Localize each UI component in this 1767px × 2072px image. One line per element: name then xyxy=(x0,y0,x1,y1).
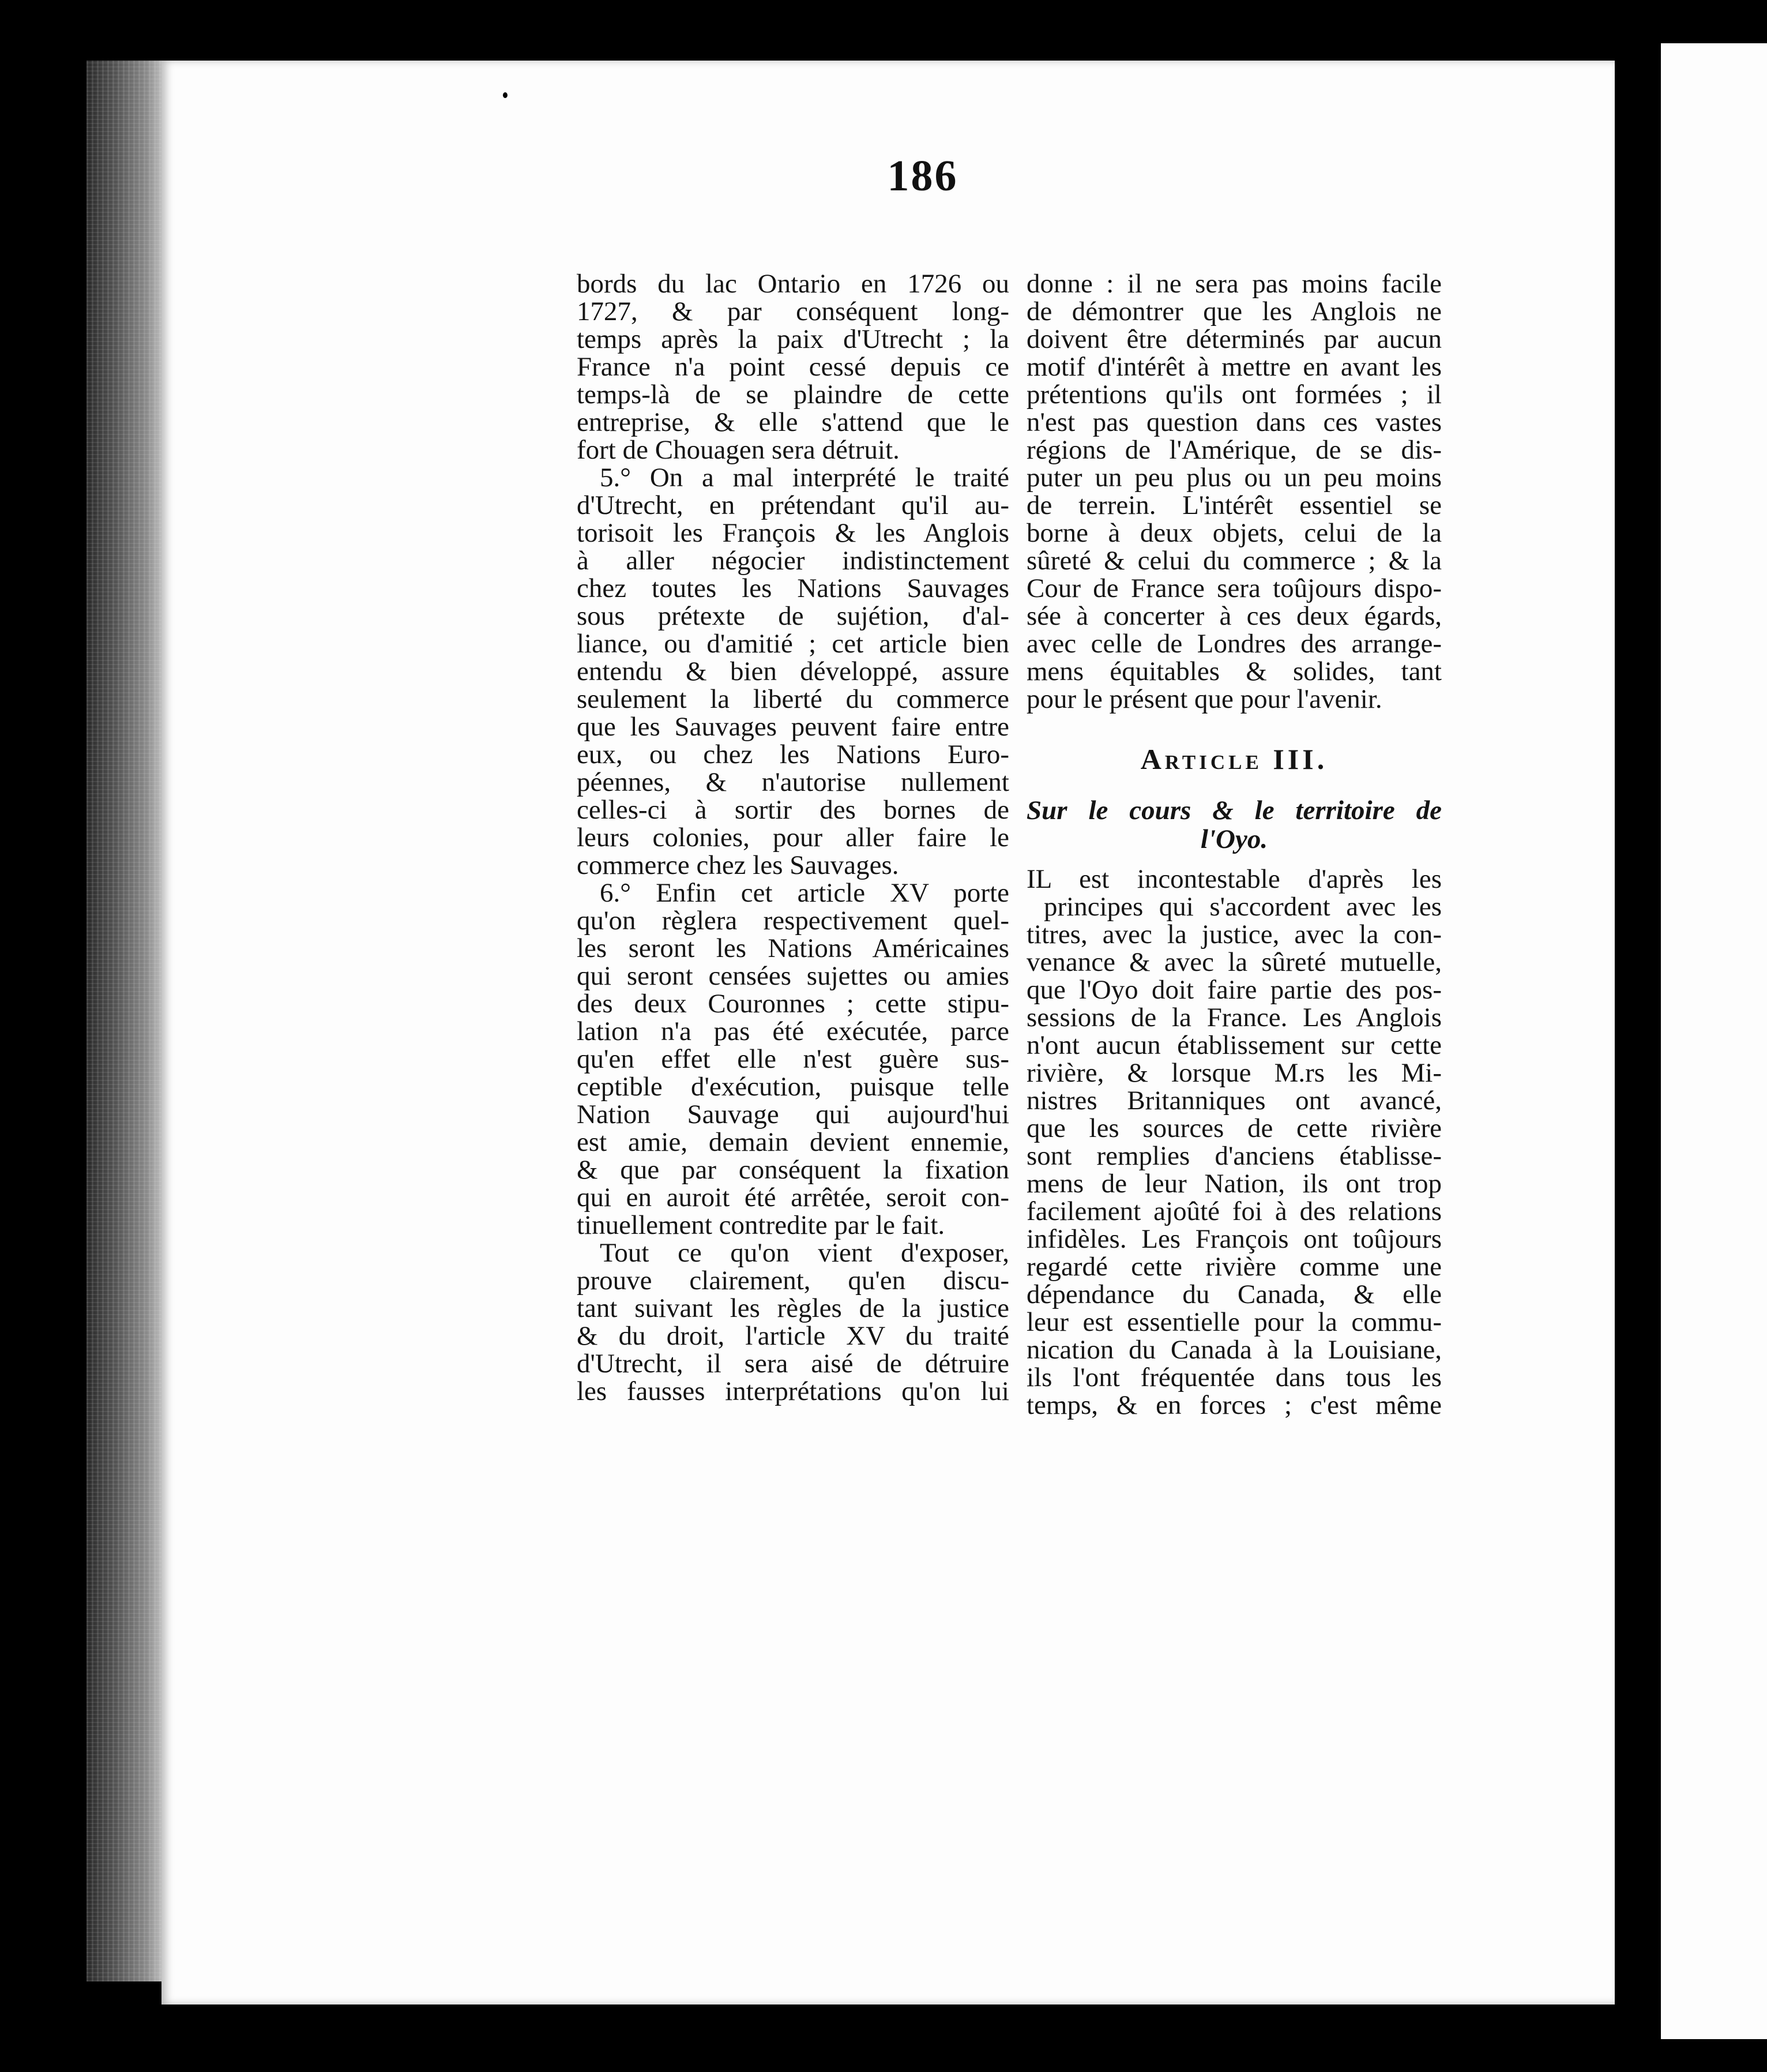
text-line: d'Utrecht, il sera aisé de détruire xyxy=(577,1349,1009,1379)
right-text-column xyxy=(1027,270,1442,1419)
text-line: fort de Chouagen sera détruit. xyxy=(577,435,900,465)
text-line: n'est pas question dans ces vastes xyxy=(1027,407,1442,437)
text-line: sûreté & celui du commerce ; & la xyxy=(1027,546,1442,576)
text-line: mens de leur Nation, ils ont trop xyxy=(1027,1169,1442,1199)
text-line: qu'en effet elle n'est guère sus- xyxy=(577,1044,1009,1074)
text-line: que les Sauvages peuvent faire entre xyxy=(577,712,1009,742)
text-line: à aller négocier indistinctement xyxy=(577,546,1009,576)
text-line: dépendance du Canada, & elle xyxy=(1027,1279,1442,1309)
article-subheading: Sur le cours & le territoire de xyxy=(1027,795,1442,825)
text-line: eux, ou chez les Nations Euro- xyxy=(577,740,1009,770)
text-line: sont remplies d'anciens établisse- xyxy=(1027,1141,1442,1171)
text-line: leurs colonies, pour aller faire le xyxy=(577,823,1009,853)
text-line: nistres Britanniques ont avancé, xyxy=(1027,1086,1442,1116)
text-line: 6.° Enfin cet article XV porte xyxy=(600,878,1009,908)
text-line: n'ont aucun établissement sur cette xyxy=(1027,1030,1442,1060)
text-line: 1727, & par conséquent long- xyxy=(577,296,1009,326)
text-line: pour le présent que pour l'avenir. xyxy=(1027,684,1382,714)
text-line: temps après la paix d'Utrecht ; la xyxy=(577,324,1009,354)
text-line: que l'Oyo doit faire partie des pos- xyxy=(1027,975,1442,1005)
text-line: sessions de la France. Les Anglois xyxy=(1027,1003,1442,1033)
text-line: rivière, & lorsque M.rs les Mi- xyxy=(1027,1058,1442,1088)
text-line: principes qui s'accordent avec les xyxy=(1044,892,1442,922)
text-line: IL est incontestable d'après les xyxy=(1027,864,1442,894)
text-line: que les sources de cette rivière xyxy=(1027,1113,1442,1143)
text-line: chez toutes les Nations Sauvages xyxy=(577,573,1009,603)
text-line: bords du lac Ontario en 1726 ou xyxy=(577,269,1009,299)
book-binding-gutter xyxy=(87,61,161,1981)
text-line: avec celle de Londres des arrange- xyxy=(1027,629,1442,659)
text-line: qu'on règlera respectivement quel- xyxy=(577,906,1009,936)
text-line: & que par conséquent la fixation xyxy=(577,1155,1009,1185)
article-subheading: l'Oyo. xyxy=(1200,824,1268,854)
text-line: prétentions qu'ils ont formées ; il xyxy=(1027,380,1442,410)
text-line: péennes, & n'autorise nullement xyxy=(577,767,1009,797)
text-line: infidèles. Les François ont toûjours xyxy=(1027,1224,1442,1254)
text-line: temps, & en forces ; c'est même xyxy=(1027,1390,1442,1420)
article-heading: Article III. xyxy=(1140,743,1328,775)
scan-speck xyxy=(33,1938,48,1951)
left-text-column xyxy=(577,270,1009,1405)
text-line: tant suivant les règles de la justice xyxy=(577,1293,1009,1323)
text-line: France n'a point cessé depuis ce xyxy=(577,352,1009,382)
scan-speck xyxy=(503,92,507,98)
facing-page-edge xyxy=(1661,43,1767,2039)
text-line: leur est essentielle pour la commu- xyxy=(1027,1307,1442,1337)
page-number: 186 xyxy=(887,152,958,200)
text-line: motif d'intérêt à mettre en avant les xyxy=(1027,352,1442,382)
text-line: temps-là de se plaindre de cette xyxy=(577,380,1009,410)
text-line: torisoit les François & les Anglois xyxy=(577,518,1009,548)
text-line: d'Utrecht, en prétendant qu'il au- xyxy=(577,490,1009,520)
text-line: Tout ce qu'on vient d'exposer, xyxy=(600,1238,1009,1268)
text-line: les fausses interprétations qu'on lui xyxy=(577,1376,1009,1406)
text-line: 5.° On a mal interprété le traité xyxy=(600,463,1009,493)
text-line: de démontrer que les Anglois ne xyxy=(1027,296,1442,326)
text-line: Nation Sauvage qui aujourd'hui xyxy=(577,1099,1009,1129)
text-line: sous prétexte de sujétion, d'al- xyxy=(577,601,1009,631)
text-line: venance & avec la sûreté mutuelle, xyxy=(1027,947,1442,977)
text-line: entreprise, & elle s'attend que le xyxy=(577,407,1009,437)
text-line: régions de l'Amérique, de se dis- xyxy=(1027,435,1442,465)
text-line: tinuellement contredite par le fait. xyxy=(577,1210,945,1240)
text-line: ceptible d'exécution, puisque telle xyxy=(577,1072,1009,1102)
text-line: regardé cette rivière comme une xyxy=(1027,1252,1442,1282)
text-line: des deux Couronnes ; cette stipu- xyxy=(577,989,1009,1019)
text-line: & du droit, l'article XV du traité xyxy=(577,1321,1009,1351)
text-line: Cour de France sera toûjours dispo- xyxy=(1027,573,1442,603)
text-line: facilement ajoûté foi à des relations xyxy=(1027,1196,1442,1226)
text-line: qui en auroit été arrêtée, seroit con- xyxy=(577,1183,1009,1213)
text-line: mens équitables & solides, tant xyxy=(1027,656,1442,686)
text-line: entendu & bien développé, assure xyxy=(577,656,1009,686)
text-line: ils l'ont fréquentée dans tous les xyxy=(1027,1362,1442,1392)
text-line: celles-ci à sortir des bornes de xyxy=(577,795,1009,825)
text-line: est amie, demain devient ennemie, xyxy=(577,1127,1009,1157)
text-line: doivent être déterminés par aucun xyxy=(1027,324,1442,354)
text-line: de terrein. L'intérêt essentiel se xyxy=(1027,490,1442,520)
text-line: prouve clairement, qu'en discu- xyxy=(577,1266,1009,1296)
text-line: puter un peu plus ou un peu moins xyxy=(1027,463,1442,493)
text-line: qui seront censées sujettes ou amies xyxy=(577,961,1009,991)
text-line: sée à concerter à ces deux égards, xyxy=(1027,601,1442,631)
text-line: borne à deux objets, celui de la xyxy=(1027,518,1442,548)
text-line: commerce chez les Sauvages. xyxy=(577,850,899,880)
text-line: lation n'a pas été exécutée, parce xyxy=(577,1016,1009,1046)
text-line: seulement la liberté du commerce xyxy=(577,684,1009,714)
text-line: liance, ou d'amitié ; cet article bien xyxy=(577,629,1009,659)
text-line: titres, avec la justice, avec la con- xyxy=(1027,919,1442,949)
text-line: donne : il ne sera pas moins facile xyxy=(1027,269,1442,299)
text-line: les seront les Nations Américaines xyxy=(577,933,1009,963)
text-line: nication du Canada à la Louisiane, xyxy=(1027,1335,1442,1365)
